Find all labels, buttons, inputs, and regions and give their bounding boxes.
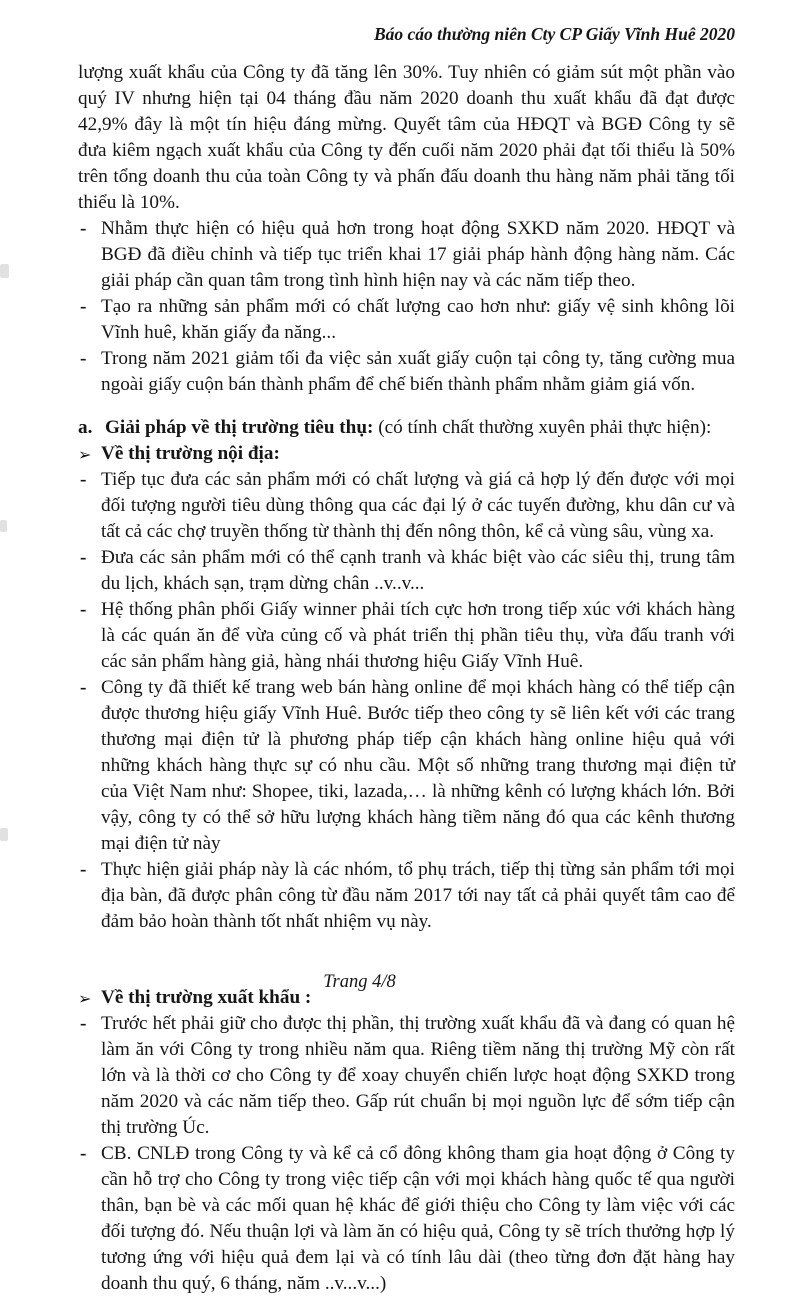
subheading-text: Về thị trường xuất khẩu :: [101, 987, 312, 1008]
page-header-title: Báo cáo thường niên Cty CP Giấy Vĩnh Huê 2020: [373, 24, 735, 44]
dash-bullet: -: [80, 1013, 87, 1034]
bullet-text: Đưa các sản phẩm mới có thể cạnh tranh và khác biệt vào các siêu thị, trung tâm du lịch, khách sạn, trạm dừng chân ..v..v...: [101, 547, 735, 594]
dash-bullet: -: [80, 296, 87, 317]
scan-artifact: [0, 828, 8, 841]
arrow-bullet-icon: ➢: [78, 445, 92, 464]
section-title-note: (có tính chất thường xuyên phải thực hiện):: [373, 417, 712, 438]
dash-bullet: -: [80, 677, 87, 698]
arrow-bullet-icon: ➢: [78, 989, 92, 1008]
bullet-text: Tiếp tục đưa các sản phẩm mới có chất lượng và giá cả hợp lý đến được với mọi đối tượng người tiêu dùng thông qua các đại lý ở các tuyến đường, khu dân cư và tất cả các chợ truyền thống từ thành thị đến nông thôn, kể cả vùng sâu, vùng xa.: [101, 469, 735, 542]
section-heading-a: [78, 415, 735, 441]
scan-artifact: [0, 520, 7, 532]
document-body: [78, 60, 735, 1297]
dash-bullet: -: [80, 599, 87, 620]
bullet-text: CB. CNLĐ trong Công ty và kể cả cổ đông không tham gia hoạt động ở Công ty cần hỗ trợ cho Công ty trong việc tiếp cận với mọi khách hàng quốc tế qua người thân, bạn bè và các mối quan hệ khác để giới thiệu cho Công ty làm việc với các đối tượng đó. Nếu thuận lợi và làm ăn có hiệu quả, Công ty sẽ trích thưởng hợp lý tương ứng với hiệu quả đem lại và có tính lâu dài (theo từng đơn đặt hàng hay doanh thu quý, 6 tháng, năm ..v...v...): [101, 1143, 735, 1294]
list-item: [78, 545, 735, 597]
dash-bullet: -: [80, 348, 87, 369]
list-item: [78, 675, 735, 857]
subheading-text: Về thị trường nội địa:: [101, 443, 280, 464]
list-item: [78, 857, 735, 935]
scan-artifact: [0, 264, 9, 278]
section-title: Giải pháp về thị trường tiêu thụ:: [105, 417, 374, 438]
section-label: a.: [78, 417, 93, 438]
dash-bullet: -: [80, 1143, 87, 1164]
list-item: [78, 1141, 735, 1297]
bullet-text: Nhằm thực hiện có hiệu quả hơn trong hoạt động SXKD năm 2020. HĐQT và BGĐ đã điều chỉnh và tiếp tục triển khai 17 giải pháp hành động hàng năm. Các giải pháp cần quan tâm trong tình hình hiện nay và các năm tiếp theo.: [101, 218, 735, 291]
intro-paragraph: lượng xuất khẩu của Công ty đã tăng lên 30%. Tuy nhiên có giảm sút một phần vào quý IV nhưng hiện tại 04 tháng đầu năm 2020 doanh thu xuất khẩu đã đạt được 42,9% đây là một tín hiệu đáng mừng. Quyết tâm của HĐQT và BGĐ Công ty sẽ đưa kiêm ngạch xuất khẩu của Công ty đến cuối năm 2020 phải đạt tối thiểu là 50% trên tổng doanh thu của toàn Công ty và phấn đấu doanh thu hàng năm phải tăng tối thiểu là 10%.: [78, 62, 735, 213]
bullet-text: Công ty đã thiết kế trang web bán hàng online để mọi khách hàng có thể tiếp cận được thương hiệu giấy Vĩnh Huê. Bước tiếp theo công ty sẽ liên kết với các trang thương mại điện tử là phương pháp tiếp cận khách hàng online hiệu quả với những khách hàng thực sự có nhu cầu. Một số những trang thương mại điện tử của Việt Nam như: Shopee, tiki, lazada,… là những kênh có lượng khách lớn. Bởi vậy, công ty có thể sở hữu lượng khách hàng tiềm năng đó qua các kênh thương mại điện tử này: [101, 677, 735, 854]
list-item: [78, 1011, 735, 1141]
list-item: [78, 467, 735, 545]
bullet-text: Trong năm 2021 giảm tối đa việc sản xuất giấy cuộn tại công ty, tăng cường mua ngoài giấy cuộn bán thành phẩm để chế biến thành phẩm nhằm giảm giá vốn.: [101, 348, 735, 395]
subheading-domestic-market: [78, 441, 735, 467]
dash-bullet: -: [80, 859, 87, 880]
bullet-text: Hệ thống phân phối Giấy winner phải tích cực hơn trong tiếp xúc với khách hàng là các quán ăn để vừa củng cố và phát triển thị phần tiêu thụ, vừa đấu tranh với các sản phẩm hàng giả, hàng nhái thương hiệu Giấy Vĩnh Huê.: [101, 599, 735, 672]
dash-bullet: -: [80, 218, 87, 239]
bullet-text: Thực hiện giải pháp này là các nhóm, tổ phụ trách, tiếp thị từng sản phẩm tới mọi địa bàn, đã được phân công từ đầu năm 2017 tới nay tất cả phải quyết tâm cao để đảm bảo hoàn thành tốt nhất nhiệm vụ này.: [101, 859, 735, 932]
page-number: Trang 4/8: [323, 972, 396, 992]
dash-bullet: -: [80, 469, 87, 490]
bullet-text: Trước hết phải giữ cho được thị phần, thị trường xuất khẩu đã và đang có quan hệ làm ăn với Công ty trong nhiều năm qua. Riêng tiềm năng thị trường Mỹ còn rất lớn và là thời cơ cho Công ty để xoay chuyển chiến lược hoạt động SXKD trong năm 2020 và các năm tiếp theo. Gấp rút chuẩn bị mọi nguồn lực để sớm tiếp cận thị trường Úc.: [101, 1013, 735, 1138]
list-item: [78, 346, 735, 398]
dash-bullet: -: [80, 547, 87, 568]
list-item: [78, 597, 735, 675]
list-item: [78, 216, 735, 294]
list-item: [78, 294, 735, 346]
bullet-text: Tạo ra những sản phẩm mới có chất lượng cao hơn như: giấy vệ sinh không lõi Vĩnh huê, khăn giấy đa năng...: [101, 296, 735, 343]
